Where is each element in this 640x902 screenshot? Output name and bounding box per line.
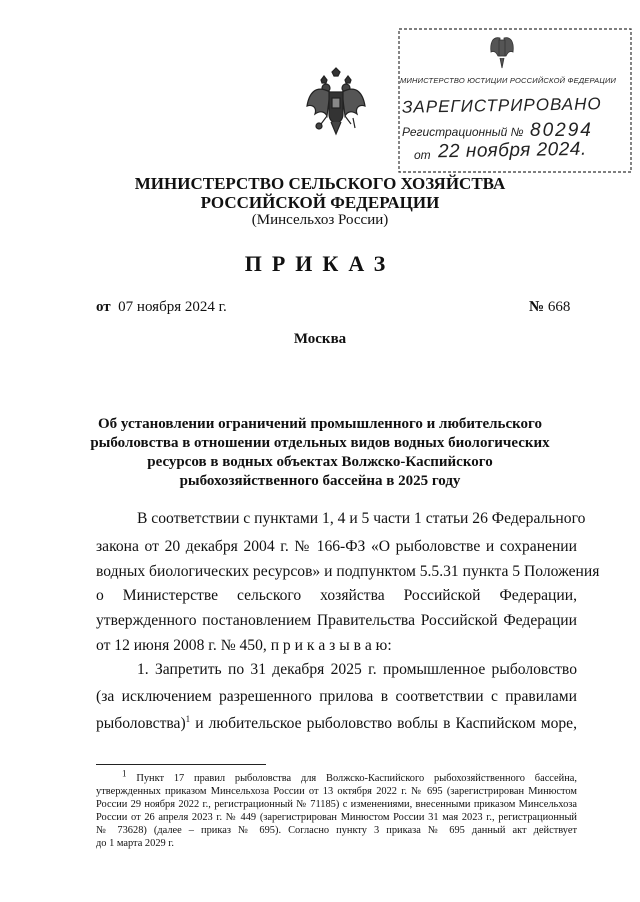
registration-stamp: [398, 28, 634, 174]
order-date-value: 07 ноября 2024 г.: [118, 299, 227, 315]
ministry-short-name: (Минсельхоз России): [251, 212, 389, 228]
subject-line: Об установлении ограничений промышленного и любительского: [98, 416, 542, 432]
order-date: [96, 299, 227, 316]
subject-line: рыболовства в отношении отдельных видов водных биологических: [90, 435, 550, 451]
order-number-value: 668: [547, 299, 571, 315]
footnote-line: утвержденных приказом Минсельхоза России от 13 октября 2022 г. № 695 (зарегистрирован Минюстом: [96, 786, 577, 797]
footnote-line: России от 26 апреля 2023 г. № 449 (зарегистрирован Минюстом России 31 мая 2023 г., регистрационный: [96, 812, 577, 823]
order-number: [529, 299, 570, 316]
footnote-line: до 1 марта 2029 г.: [96, 838, 174, 849]
stamp-ministry-text: МИНИСТЕРСТВО ЮСТИЦИИ РОССИЙСКОЙ ФЕДЕРАЦИИ: [400, 76, 617, 85]
body-line: о Министерстве сельского хозяйства Российской Федерации,: [96, 587, 577, 604]
order-date-prefix: от: [96, 299, 111, 315]
footnote-divider: [96, 764, 266, 765]
body-line: утвержденного постановлением Правительства Российской Федерации: [96, 612, 577, 629]
order-number-prefix: №: [529, 299, 545, 315]
stamp-reg-number: 80294: [530, 120, 593, 141]
body-text: и любительское рыболовство воблы в Каспийском море,: [190, 715, 577, 732]
body-line: (за исключением разрешенного прилова в соответствии с правилами: [96, 688, 577, 705]
city: Москва: [293, 331, 347, 347]
document-type-title: ПРИКАЗ: [244, 251, 396, 276]
body-text: рыболовства): [96, 715, 186, 732]
footnote-line: [122, 768, 577, 785]
body-line: 1. Запретить по 31 декабря 2025 г. промышленное рыболовство: [137, 661, 577, 678]
body-line: водных биологических ресурсов» и подпунктом 5.5.31 пункта 5 Положения: [96, 563, 600, 580]
subject-line: ресурсов в водных объектах Волжско-Каспийского: [147, 454, 493, 470]
body-line: закона от 20 декабря 2004 г. № 166-ФЗ «О рыболовстве и сохранении: [96, 538, 577, 555]
footnote-text: Пункт 17 правил рыболовства для Волжско-Каспийского рыбохозяйственного бассейна,: [126, 773, 577, 784]
footnote-line: России 29 ноября 2022 г., регистрационный № 71185) с изменениями, внесенными приказом Минсельхоза: [96, 799, 577, 810]
body-line: [96, 715, 577, 733]
footnote-line: № 73628) (далее – приказ № 695). Согласно пункту 3 приказа № 695 данный акт действует: [96, 825, 577, 836]
coat-of-arms-emblem: [305, 66, 367, 138]
subject-line: рыбохозяйственного бассейна в 2025 году: [179, 473, 461, 489]
footnote-marker: 1: [122, 768, 127, 779]
ministry-name-line2: РОССИЙСКОЙ ФЕДЕРАЦИИ: [200, 193, 440, 212]
stamp-date-label: от: [414, 148, 431, 162]
body-line: от 12 июня 2008 г. № 450, п р и к а з ы в а ю:: [96, 637, 392, 654]
body-line: В соответствии с пунктами 1, 4 и 5 части 1 статьи 26 Федерального: [137, 510, 586, 527]
stamp-reg-number-label: Регистрационный №: [402, 125, 524, 139]
ministry-name-line1: МИНИСТЕРСТВО СЕЛЬСКОГО ХОЗЯЙСТВА: [134, 174, 506, 193]
stamp-registered-text: ЗАРЕГИСТРИРОВАНО: [401, 94, 602, 117]
footnote-reference[interactable]: 1: [185, 713, 191, 724]
stamp-date: 22 ноября 2024.: [437, 138, 587, 163]
